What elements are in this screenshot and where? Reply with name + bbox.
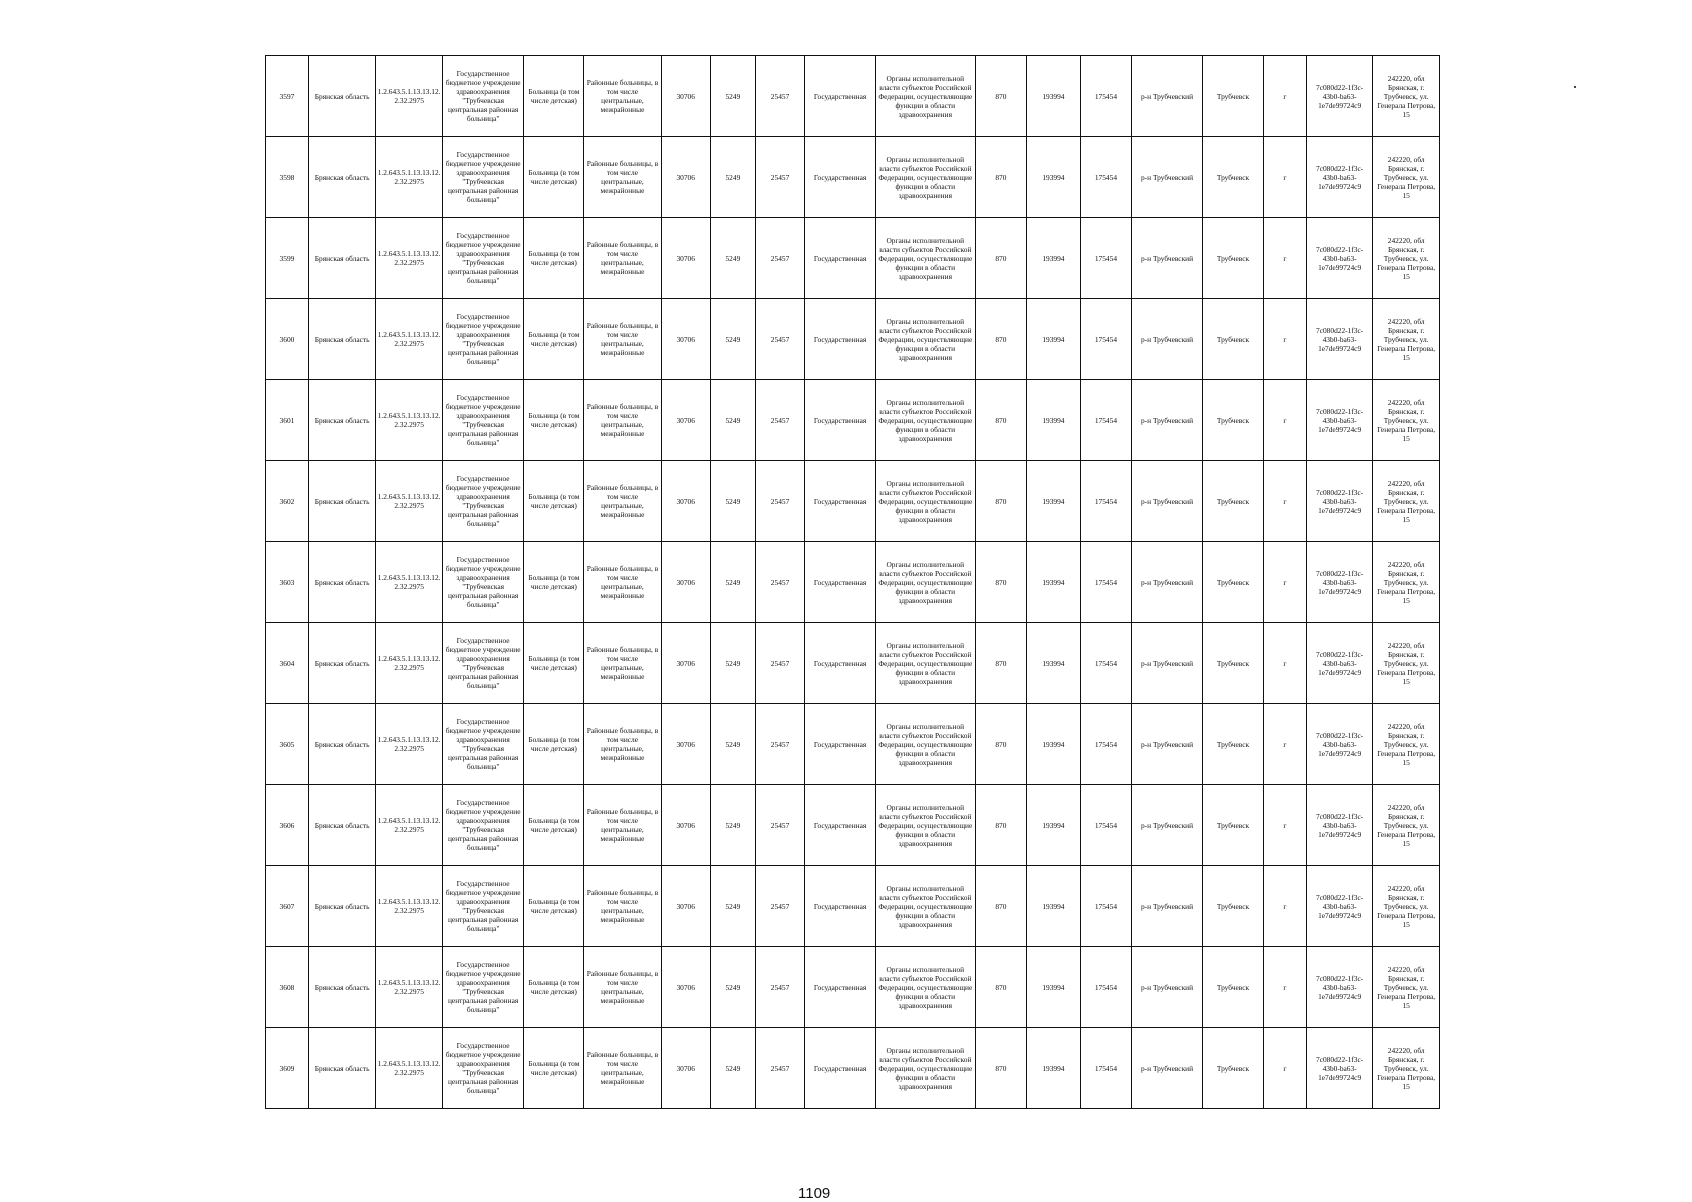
ownership-cell: Государственная <box>805 299 876 380</box>
guid-cell: 7c080d22-1f3c-43b0-ba63-1e7de99724c9 <box>1306 218 1372 299</box>
value-cell-1: 30706 <box>661 542 710 623</box>
facility-type-cell: Больница (в том числе детская) <box>524 299 584 380</box>
settlement-type-cell: г <box>1264 1028 1307 1109</box>
value-cell-6: 175454 <box>1080 542 1131 623</box>
value-cell-2: 5249 <box>710 218 755 299</box>
authority-cell: Органы исполнительной власти субъектов Российской Федерации, осуществляющие функции в области здравоохранения <box>875 380 975 461</box>
value-cell-6: 175454 <box>1080 380 1131 461</box>
district-cell: р-н Трубчевский <box>1132 785 1203 866</box>
facility-subtype-cell: Районные больницы, в том числе центральные, межрайонные <box>584 137 661 218</box>
facility-type-cell: Больница (в том числе детская) <box>524 704 584 785</box>
value-cell-4: 870 <box>975 299 1026 380</box>
value-cell-1: 30706 <box>661 785 710 866</box>
value-cell-4: 870 <box>975 785 1026 866</box>
value-cell-5: 193994 <box>1027 704 1081 785</box>
value-cell-1: 30706 <box>661 1028 710 1109</box>
district-cell: р-н Трубчевский <box>1132 461 1203 542</box>
settlement-type-cell: г <box>1264 299 1307 380</box>
ownership-cell: Государственная <box>805 623 876 704</box>
value-cell-5: 193994 <box>1027 299 1081 380</box>
region-cell: Брянская область <box>308 623 376 704</box>
value-cell-5: 193994 <box>1027 461 1081 542</box>
authority-cell: Органы исполнительной власти субъектов Российской Федерации, осуществляющие функции в области здравоохранения <box>875 461 975 542</box>
ownership-cell: Государственная <box>805 218 876 299</box>
value-cell-6: 175454 <box>1080 866 1131 947</box>
authority-cell: Органы исполнительной власти субъектов Российской Федерации, осуществляющие функции в области здравоохранения <box>875 1028 975 1109</box>
value-cell-5: 193994 <box>1027 623 1081 704</box>
authority-cell: Органы исполнительной власти субъектов Российской Федерации, осуществляющие функции в области здравоохранения <box>875 947 975 1028</box>
value-cell-4: 870 <box>975 542 1026 623</box>
value-cell-1: 30706 <box>661 218 710 299</box>
oid-code-cell: 1.2.643.5.1.13.13.12.2.32.2975 <box>376 623 442 704</box>
oid-code-cell: 1.2.643.5.1.13.13.12.2.32.2975 <box>376 137 442 218</box>
value-cell-4: 870 <box>975 704 1026 785</box>
value-cell-6: 175454 <box>1080 785 1131 866</box>
facility-type-cell: Больница (в том числе детская) <box>524 542 584 623</box>
ownership-cell: Государственная <box>805 542 876 623</box>
institution-name-cell: Государственное бюджетное учреждение здравоохранения "Трубчевская центральная районная больница" <box>442 461 523 542</box>
table-body <box>266 56 1440 1109</box>
ownership-cell: Государственная <box>805 704 876 785</box>
address-cell: 242220, обл Брянская, г. Трубчевск, ул. Генерала Петрова, 15 <box>1373 866 1440 947</box>
address-cell: 242220, обл Брянская, г. Трубчевск, ул. Генерала Петрова, 15 <box>1373 380 1440 461</box>
facility-subtype-cell: Районные больницы, в том числе центральные, межрайонные <box>584 1028 661 1109</box>
medical-organizations-table <box>265 55 1440 1109</box>
value-cell-1: 30706 <box>661 461 710 542</box>
institution-name-cell: Государственное бюджетное учреждение здравоохранения "Трубчевская центральная районная больница" <box>442 1028 523 1109</box>
institution-name-cell: Государственное бюджетное учреждение здравоохранения "Трубчевская центральная районная больница" <box>442 542 523 623</box>
district-cell: р-н Трубчевский <box>1132 299 1203 380</box>
facility-subtype-cell: Районные больницы, в том числе центральные, межрайонные <box>584 542 661 623</box>
region-cell: Брянская область <box>308 542 376 623</box>
settlement-type-cell: г <box>1264 704 1307 785</box>
facility-subtype-cell: Районные больницы, в том числе центральные, межрайонные <box>584 218 661 299</box>
value-cell-4: 870 <box>975 137 1026 218</box>
value-cell-2: 5249 <box>710 56 755 137</box>
address-cell: 242220, обл Брянская, г. Трубчевск, ул. Генерала Петрова, 15 <box>1373 785 1440 866</box>
value-cell-2: 5249 <box>710 380 755 461</box>
register-sheet <box>265 55 1440 1109</box>
facility-subtype-cell: Районные больницы, в том числе центральные, межрайонные <box>584 299 661 380</box>
oid-code-cell: 1.2.643.5.1.13.13.12.2.32.2975 <box>376 218 442 299</box>
value-cell-6: 175454 <box>1080 299 1131 380</box>
table-row <box>266 623 1440 704</box>
region-cell: Брянская область <box>308 380 376 461</box>
region-cell: Брянская область <box>308 866 376 947</box>
value-cell-4: 870 <box>975 1028 1026 1109</box>
row-number: 3609 <box>266 1028 309 1109</box>
settlement-type-cell: г <box>1264 137 1307 218</box>
settlement-type-cell: г <box>1264 785 1307 866</box>
value-cell-3: 25457 <box>755 542 804 623</box>
settlement-type-cell: г <box>1264 461 1307 542</box>
guid-cell: 7c080d22-1f3c-43b0-ba63-1e7de99724c9 <box>1306 380 1372 461</box>
page-number: 1109 <box>798 1185 831 1202</box>
value-cell-6: 175454 <box>1080 218 1131 299</box>
oid-code-cell: 1.2.643.5.1.13.13.12.2.32.2975 <box>376 947 442 1028</box>
city-cell: Трубчевск <box>1202 785 1263 866</box>
address-cell: 242220, обл Брянская, г. Трубчевск, ул. Генерала Петрова, 15 <box>1373 542 1440 623</box>
address-cell: 242220, обл Брянская, г. Трубчевск, ул. Генерала Петрова, 15 <box>1373 299 1440 380</box>
oid-code-cell: 1.2.643.5.1.13.13.12.2.32.2975 <box>376 56 442 137</box>
ownership-cell: Государственная <box>805 380 876 461</box>
authority-cell: Органы исполнительной власти субъектов Российской Федерации, осуществляющие функции в области здравоохранения <box>875 623 975 704</box>
value-cell-6: 175454 <box>1080 461 1131 542</box>
address-cell: 242220, обл Брянская, г. Трубчевск, ул. Генерала Петрова, 15 <box>1373 623 1440 704</box>
city-cell: Трубчевск <box>1202 56 1263 137</box>
guid-cell: 7c080d22-1f3c-43b0-ba63-1e7de99724c9 <box>1306 785 1372 866</box>
guid-cell: 7c080d22-1f3c-43b0-ba63-1e7de99724c9 <box>1306 1028 1372 1109</box>
institution-name-cell: Государственное бюджетное учреждение здравоохранения "Трубчевская центральная районная больница" <box>442 866 523 947</box>
oid-code-cell: 1.2.643.5.1.13.13.12.2.32.2975 <box>376 1028 442 1109</box>
oid-code-cell: 1.2.643.5.1.13.13.12.2.32.2975 <box>376 785 442 866</box>
settlement-type-cell: г <box>1264 380 1307 461</box>
value-cell-2: 5249 <box>710 623 755 704</box>
region-cell: Брянская область <box>308 785 376 866</box>
facility-subtype-cell: Районные больницы, в том числе центральные, межрайонные <box>584 785 661 866</box>
guid-cell: 7c080d22-1f3c-43b0-ba63-1e7de99724c9 <box>1306 704 1372 785</box>
row-number: 3603 <box>266 542 309 623</box>
institution-name-cell: Государственное бюджетное учреждение здравоохранения "Трубчевская центральная районная больница" <box>442 947 523 1028</box>
value-cell-2: 5249 <box>710 461 755 542</box>
value-cell-2: 5249 <box>710 704 755 785</box>
institution-name-cell: Государственное бюджетное учреждение здравоохранения "Трубчевская центральная районная больница" <box>442 137 523 218</box>
authority-cell: Органы исполнительной власти субъектов Российской Федерации, осуществляющие функции в области здравоохранения <box>875 785 975 866</box>
value-cell-4: 870 <box>975 623 1026 704</box>
row-number: 3608 <box>266 947 309 1028</box>
value-cell-4: 870 <box>975 380 1026 461</box>
value-cell-6: 175454 <box>1080 137 1131 218</box>
city-cell: Трубчевск <box>1202 947 1263 1028</box>
row-number: 3597 <box>266 56 309 137</box>
ownership-cell: Государственная <box>805 56 876 137</box>
table-row <box>266 542 1440 623</box>
district-cell: р-н Трубчевский <box>1132 866 1203 947</box>
oid-code-cell: 1.2.643.5.1.13.13.12.2.32.2975 <box>376 380 442 461</box>
value-cell-5: 193994 <box>1027 866 1081 947</box>
value-cell-3: 25457 <box>755 785 804 866</box>
table-row <box>266 461 1440 542</box>
oid-code-cell: 1.2.643.5.1.13.13.12.2.32.2975 <box>376 866 442 947</box>
city-cell: Трубчевск <box>1202 1028 1263 1109</box>
ownership-cell: Государственная <box>805 947 876 1028</box>
facility-type-cell: Больница (в том числе детская) <box>524 380 584 461</box>
ownership-cell: Государственная <box>805 1028 876 1109</box>
city-cell: Трубчевск <box>1202 866 1263 947</box>
facility-type-cell: Больница (в том числе детская) <box>524 137 584 218</box>
guid-cell: 7c080d22-1f3c-43b0-ba63-1e7de99724c9 <box>1306 623 1372 704</box>
value-cell-4: 870 <box>975 56 1026 137</box>
region-cell: Брянская область <box>308 1028 376 1109</box>
institution-name-cell: Государственное бюджетное учреждение здравоохранения "Трубчевская центральная районная больница" <box>442 56 523 137</box>
row-number: 3605 <box>266 704 309 785</box>
guid-cell: 7c080d22-1f3c-43b0-ba63-1e7de99724c9 <box>1306 461 1372 542</box>
row-number: 3600 <box>266 299 309 380</box>
value-cell-6: 175454 <box>1080 704 1131 785</box>
guid-cell: 7c080d22-1f3c-43b0-ba63-1e7de99724c9 <box>1306 866 1372 947</box>
city-cell: Трубчевск <box>1202 461 1263 542</box>
value-cell-1: 30706 <box>661 866 710 947</box>
value-cell-1: 30706 <box>661 56 710 137</box>
value-cell-3: 25457 <box>755 218 804 299</box>
facility-type-cell: Больница (в том числе детская) <box>524 785 584 866</box>
district-cell: р-н Трубчевский <box>1132 56 1203 137</box>
value-cell-6: 175454 <box>1080 1028 1131 1109</box>
region-cell: Брянская область <box>308 218 376 299</box>
value-cell-3: 25457 <box>755 704 804 785</box>
authority-cell: Органы исполнительной власти субъектов Российской Федерации, осуществляющие функции в области здравоохранения <box>875 137 975 218</box>
value-cell-3: 25457 <box>755 866 804 947</box>
region-cell: Брянская область <box>308 137 376 218</box>
address-cell: 242220, обл Брянская, г. Трубчевск, ул. Генерала Петрова, 15 <box>1373 947 1440 1028</box>
value-cell-5: 193994 <box>1027 1028 1081 1109</box>
value-cell-4: 870 <box>975 947 1026 1028</box>
facility-type-cell: Больница (в том числе детская) <box>524 1028 584 1109</box>
table-row <box>266 866 1440 947</box>
region-cell: Брянская область <box>308 461 376 542</box>
value-cell-5: 193994 <box>1027 56 1081 137</box>
table-row <box>266 299 1440 380</box>
table-row <box>266 947 1440 1028</box>
district-cell: р-н Трубчевский <box>1132 137 1203 218</box>
city-cell: Трубчевск <box>1202 137 1263 218</box>
facility-type-cell: Больница (в том числе детская) <box>524 461 584 542</box>
district-cell: р-н Трубчевский <box>1132 542 1203 623</box>
row-number: 3604 <box>266 623 309 704</box>
scan-speck <box>1574 86 1576 88</box>
value-cell-5: 193994 <box>1027 218 1081 299</box>
value-cell-3: 25457 <box>755 380 804 461</box>
ownership-cell: Государственная <box>805 461 876 542</box>
value-cell-3: 25457 <box>755 947 804 1028</box>
value-cell-4: 870 <box>975 461 1026 542</box>
city-cell: Трубчевск <box>1202 542 1263 623</box>
value-cell-4: 870 <box>975 218 1026 299</box>
value-cell-1: 30706 <box>661 704 710 785</box>
value-cell-2: 5249 <box>710 137 755 218</box>
authority-cell: Органы исполнительной власти субъектов Российской Федерации, осуществляющие функции в области здравоохранения <box>875 56 975 137</box>
address-cell: 242220, обл Брянская, г. Трубчевск, ул. Генерала Петрова, 15 <box>1373 218 1440 299</box>
city-cell: Трубчевск <box>1202 299 1263 380</box>
institution-name-cell: Государственное бюджетное учреждение здравоохранения "Трубчевская центральная районная больница" <box>442 218 523 299</box>
guid-cell: 7c080d22-1f3c-43b0-ba63-1e7de99724c9 <box>1306 299 1372 380</box>
value-cell-2: 5249 <box>710 785 755 866</box>
settlement-type-cell: г <box>1264 56 1307 137</box>
region-cell: Брянская область <box>308 56 376 137</box>
oid-code-cell: 1.2.643.5.1.13.13.12.2.32.2975 <box>376 542 442 623</box>
institution-name-cell: Государственное бюджетное учреждение здравоохранения "Трубчевская центральная районная больница" <box>442 299 523 380</box>
row-number: 3607 <box>266 866 309 947</box>
value-cell-4: 870 <box>975 866 1026 947</box>
district-cell: р-н Трубчевский <box>1132 947 1203 1028</box>
value-cell-6: 175454 <box>1080 947 1131 1028</box>
city-cell: Трубчевск <box>1202 218 1263 299</box>
facility-subtype-cell: Районные больницы, в том числе центральные, межрайонные <box>584 866 661 947</box>
value-cell-5: 193994 <box>1027 785 1081 866</box>
facility-subtype-cell: Районные больницы, в том числе центральные, межрайонные <box>584 56 661 137</box>
authority-cell: Органы исполнительной власти субъектов Российской Федерации, осуществляющие функции в области здравоохранения <box>875 299 975 380</box>
facility-subtype-cell: Районные больницы, в том числе центральные, межрайонные <box>584 623 661 704</box>
table-row <box>266 137 1440 218</box>
oid-code-cell: 1.2.643.5.1.13.13.12.2.32.2975 <box>376 299 442 380</box>
row-number: 3598 <box>266 137 309 218</box>
oid-code-cell: 1.2.643.5.1.13.13.12.2.32.2975 <box>376 461 442 542</box>
address-cell: 242220, обл Брянская, г. Трубчевск, ул. Генерала Петрова, 15 <box>1373 704 1440 785</box>
settlement-type-cell: г <box>1264 947 1307 1028</box>
value-cell-5: 193994 <box>1027 380 1081 461</box>
address-cell: 242220, обл Брянская, г. Трубчевск, ул. Генерала Петрова, 15 <box>1373 137 1440 218</box>
guid-cell: 7c080d22-1f3c-43b0-ba63-1e7de99724c9 <box>1306 947 1372 1028</box>
city-cell: Трубчевск <box>1202 623 1263 704</box>
settlement-type-cell: г <box>1264 623 1307 704</box>
facility-type-cell: Больница (в том числе детская) <box>524 947 584 1028</box>
value-cell-1: 30706 <box>661 947 710 1028</box>
value-cell-3: 25457 <box>755 56 804 137</box>
facility-subtype-cell: Районные больницы, в том числе центральные, межрайонные <box>584 704 661 785</box>
value-cell-3: 25457 <box>755 623 804 704</box>
region-cell: Брянская область <box>308 947 376 1028</box>
region-cell: Брянская область <box>308 299 376 380</box>
row-number: 3602 <box>266 461 309 542</box>
institution-name-cell: Государственное бюджетное учреждение здравоохранения "Трубчевская центральная районная больница" <box>442 623 523 704</box>
value-cell-2: 5249 <box>710 947 755 1028</box>
ownership-cell: Государственная <box>805 866 876 947</box>
value-cell-3: 25457 <box>755 461 804 542</box>
guid-cell: 7c080d22-1f3c-43b0-ba63-1e7de99724c9 <box>1306 56 1372 137</box>
district-cell: р-н Трубчевский <box>1132 623 1203 704</box>
table-row <box>266 380 1440 461</box>
facility-subtype-cell: Районные больницы, в том числе центральные, межрайонные <box>584 461 661 542</box>
region-cell: Брянская область <box>308 704 376 785</box>
district-cell: р-н Трубчевский <box>1132 380 1203 461</box>
value-cell-2: 5249 <box>710 866 755 947</box>
authority-cell: Органы исполнительной власти субъектов Российской Федерации, осуществляющие функции в области здравоохранения <box>875 542 975 623</box>
settlement-type-cell: г <box>1264 542 1307 623</box>
value-cell-1: 30706 <box>661 623 710 704</box>
value-cell-5: 193994 <box>1027 947 1081 1028</box>
table-row <box>266 56 1440 137</box>
facility-type-cell: Больница (в том числе детская) <box>524 218 584 299</box>
ownership-cell: Государственная <box>805 137 876 218</box>
row-number: 3599 <box>266 218 309 299</box>
value-cell-6: 175454 <box>1080 623 1131 704</box>
value-cell-2: 5249 <box>710 1028 755 1109</box>
city-cell: Трубчевск <box>1202 704 1263 785</box>
table-row <box>266 785 1440 866</box>
ownership-cell: Государственная <box>805 785 876 866</box>
row-number: 3601 <box>266 380 309 461</box>
value-cell-5: 193994 <box>1027 137 1081 218</box>
settlement-type-cell: г <box>1264 218 1307 299</box>
table-row <box>266 1028 1440 1109</box>
settlement-type-cell: г <box>1264 866 1307 947</box>
address-cell: 242220, обл Брянская, г. Трубчевск, ул. Генерала Петрова, 15 <box>1373 461 1440 542</box>
value-cell-2: 5249 <box>710 542 755 623</box>
authority-cell: Органы исполнительной власти субъектов Российской Федерации, осуществляющие функции в области здравоохранения <box>875 866 975 947</box>
address-cell: 242220, обл Брянская, г. Трубчевск, ул. Генерала Петрова, 15 <box>1373 56 1440 137</box>
value-cell-1: 30706 <box>661 299 710 380</box>
oid-code-cell: 1.2.643.5.1.13.13.12.2.32.2975 <box>376 704 442 785</box>
guid-cell: 7c080d22-1f3c-43b0-ba63-1e7de99724c9 <box>1306 137 1372 218</box>
authority-cell: Органы исполнительной власти субъектов Российской Федерации, осуществляющие функции в области здравоохранения <box>875 218 975 299</box>
value-cell-3: 25457 <box>755 137 804 218</box>
value-cell-1: 30706 <box>661 137 710 218</box>
value-cell-1: 30706 <box>661 380 710 461</box>
value-cell-2: 5249 <box>710 299 755 380</box>
institution-name-cell: Государственное бюджетное учреждение здравоохранения "Трубчевская центральная районная больница" <box>442 785 523 866</box>
value-cell-6: 175454 <box>1080 56 1131 137</box>
row-number: 3606 <box>266 785 309 866</box>
district-cell: р-н Трубчевский <box>1132 218 1203 299</box>
city-cell: Трубчевск <box>1202 380 1263 461</box>
value-cell-3: 25457 <box>755 299 804 380</box>
facility-subtype-cell: Районные больницы, в том числе центральные, межрайонные <box>584 380 661 461</box>
district-cell: р-н Трубчевский <box>1132 704 1203 785</box>
table-row <box>266 218 1440 299</box>
table-row <box>266 704 1440 785</box>
facility-type-cell: Больница (в том числе детская) <box>524 623 584 704</box>
address-cell: 242220, обл Брянская, г. Трубчевск, ул. Генерала Петрова, 15 <box>1373 1028 1440 1109</box>
value-cell-3: 25457 <box>755 1028 804 1109</box>
value-cell-5: 193994 <box>1027 542 1081 623</box>
facility-subtype-cell: Районные больницы, в том числе центральные, межрайонные <box>584 947 661 1028</box>
facility-type-cell: Больница (в том числе детская) <box>524 866 584 947</box>
institution-name-cell: Государственное бюджетное учреждение здравоохранения "Трубчевская центральная районная больница" <box>442 380 523 461</box>
institution-name-cell: Государственное бюджетное учреждение здравоохранения "Трубчевская центральная районная больница" <box>442 704 523 785</box>
authority-cell: Органы исполнительной власти субъектов Российской Федерации, осуществляющие функции в области здравоохранения <box>875 704 975 785</box>
guid-cell: 7c080d22-1f3c-43b0-ba63-1e7de99724c9 <box>1306 542 1372 623</box>
facility-type-cell: Больница (в том числе детская) <box>524 56 584 137</box>
district-cell: р-н Трубчевский <box>1132 1028 1203 1109</box>
